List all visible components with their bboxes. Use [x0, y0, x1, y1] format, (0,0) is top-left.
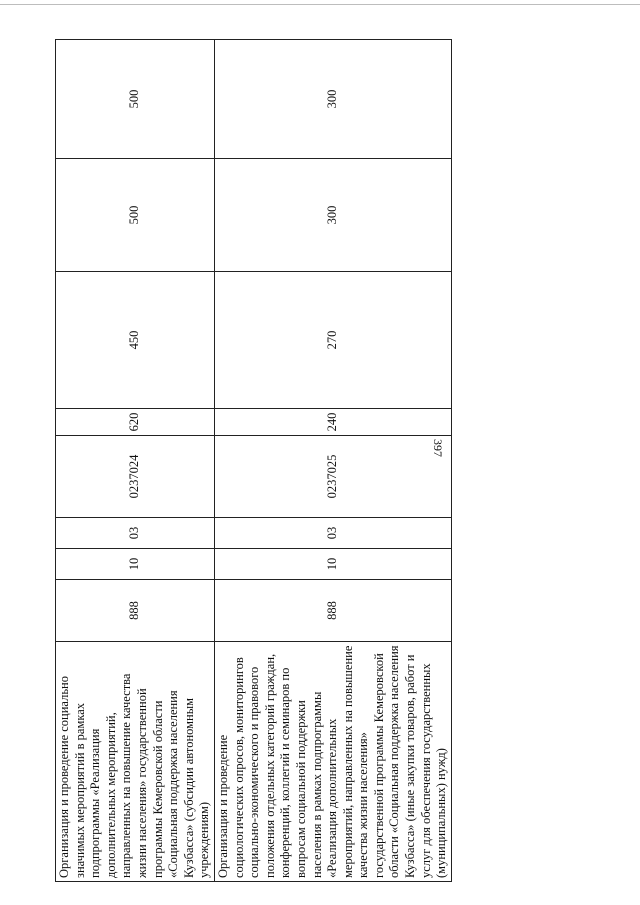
amount-year-1: 270: [214, 272, 451, 409]
row-description: Организация и проведение социально значимых мероприятий в рамках подпрограммы «Реализация дополнительных мероприятий, направленных на повышение качества жизни населения» государственной программы Кемеровской области «Социальная поддержка населения Кузбасса» (субсидии автономным учреждениям): [56, 642, 215, 882]
table-row: [214, 40, 451, 882]
subsection-code: 03: [56, 518, 215, 549]
ministry-code: 888: [214, 580, 451, 642]
amount-year-2: 500: [56, 159, 215, 272]
section-code: 10: [214, 549, 451, 580]
expense-type-code: 240: [214, 409, 451, 436]
amount-year-2: 300: [214, 159, 451, 272]
amount-year-3: 300: [214, 40, 451, 159]
amount-year-3: 500: [56, 40, 215, 159]
row-description: Организация и проведение социологических опросов, мониторингов социально-экономического и правового положения отдельных категорий граждан, конференций, коллегий и семинаров по вопросам социальной поддержки населения в рамках подпрограммы «Реализация дополнительных мероприятий, направленных на повышение качества жизни населения» государственной программы Кемеровской области «Социальная поддержка населения Кузбасса» (иные закупки товаров, работ и услуг для обеспечения государственных (муниципальных) нужд): [214, 642, 451, 882]
target-article-code: 0237024: [56, 436, 215, 518]
page-top-rule: [0, 4, 640, 5]
table-row: [56, 40, 215, 882]
ministry-code: 888: [56, 580, 215, 642]
expense-type-code: 620: [56, 409, 215, 436]
page-number: 397: [431, 439, 445, 457]
target-article-code: 0237025: [214, 436, 451, 518]
amount-year-1: 450: [56, 272, 215, 409]
budget-table: [55, 39, 452, 882]
section-code: 10: [56, 549, 215, 580]
subsection-code: 03: [214, 518, 451, 549]
